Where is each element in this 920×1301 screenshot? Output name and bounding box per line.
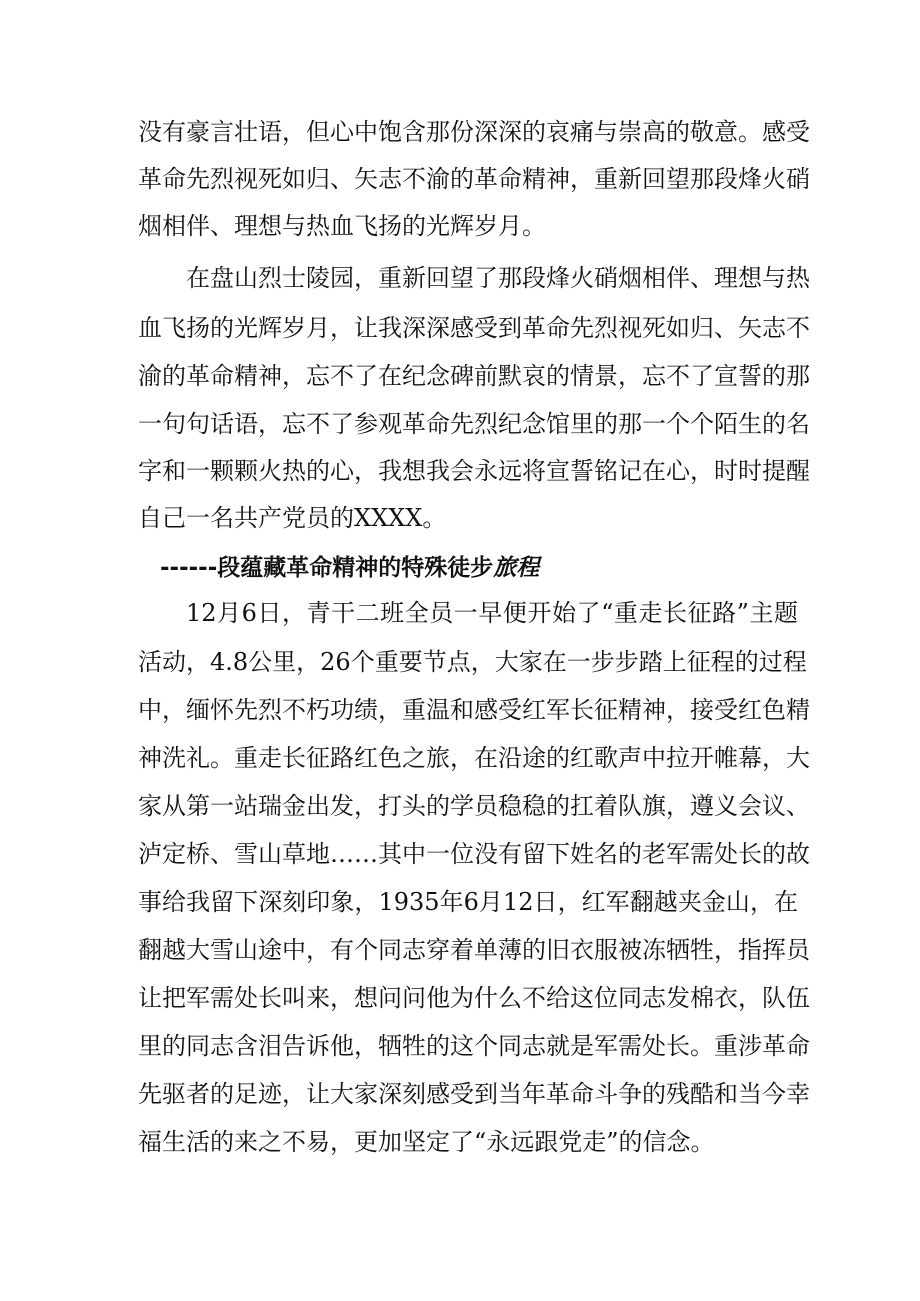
text-line: 神洗礼。重走长征路红色之旅，在沿途的红歌声中拉开帷幕，大 bbox=[138, 744, 810, 772]
section-heading-italic: 旅程 bbox=[493, 555, 540, 581]
text-line: 革命先烈视死如归、矢志不渝的革命精神，重新回望那段烽火硝 bbox=[138, 165, 810, 193]
text-line: 烟相伴、理想与热血飞扬的光辉岁月。 bbox=[138, 212, 546, 240]
text-line: 一句句话语，忘不了参观革命先烈纪念馆里的那一个个陌生的名 bbox=[138, 410, 810, 438]
text-line: 字和一颗颗火热的心，我想我会永远将宣誓铭记在心，时时提醒 bbox=[138, 457, 810, 485]
section-heading-main: ------段蕴藏革命精神的特殊徒步 bbox=[160, 555, 494, 581]
text-line: 没有豪言壮语，但心中饱含那份深深的哀痛与崇高的敬意。感受 bbox=[138, 118, 810, 146]
text-line: 自己一名共产党员的XXXX。 bbox=[138, 504, 447, 532]
text-line: 泸定桥、雪山草地……其中一位没有留下姓名的老军需处长的故 bbox=[138, 840, 810, 868]
text-line: 家从第一站瑞金出发，打头的学员稳稳的扛着队旗，遵义会议、 bbox=[138, 792, 810, 820]
text-line: 翻越大雪山途中，有个同志穿着单薄的旧衣服被冻牺牲，指挥员 bbox=[138, 936, 810, 964]
text-line: 活动，4.8公里，26个重要节点，大家在一步步踏上征程的过程 bbox=[138, 648, 807, 676]
text-line: 12月6日，青干二班全员一早便开始了“重走长征路”主题 bbox=[186, 599, 798, 627]
text-line: 血飞扬的光辉岁月，让我深深感受到革命先烈视死如归、矢志不 bbox=[138, 314, 810, 342]
text-line: 福生活的来之不易，更加坚定了“永远跟党走”的信念。 bbox=[138, 1128, 715, 1156]
text-line: 中，缅怀先烈不朽功绩，重温和感受红军长征精神，接受红色精 bbox=[138, 696, 810, 724]
text-line: 里的同志含泪告诉他，牺牲的这个同志就是军需处长。重涉革命 bbox=[138, 1032, 810, 1060]
text-line: 在盘山烈士陵园，重新回望了那段烽火硝烟相伴、理想与热 bbox=[186, 264, 810, 292]
text-line: 先驱者的足迹，让大家深刻感受到当年革命斗争的残酷和当今幸 bbox=[138, 1080, 810, 1108]
text-line: 渝的革命精神，忘不了在纪念碑前默哀的情景，忘不了宣誓的那 bbox=[138, 362, 810, 390]
text-line: 让把军需处长叫来，想问问他为什么不给这位同志发棉衣，队伍 bbox=[138, 984, 810, 1012]
section-heading bbox=[160, 553, 539, 583]
text-line: 事给我留下深刻印象，1935年6月12日，红军翻越夹金山，在 bbox=[138, 888, 798, 916]
